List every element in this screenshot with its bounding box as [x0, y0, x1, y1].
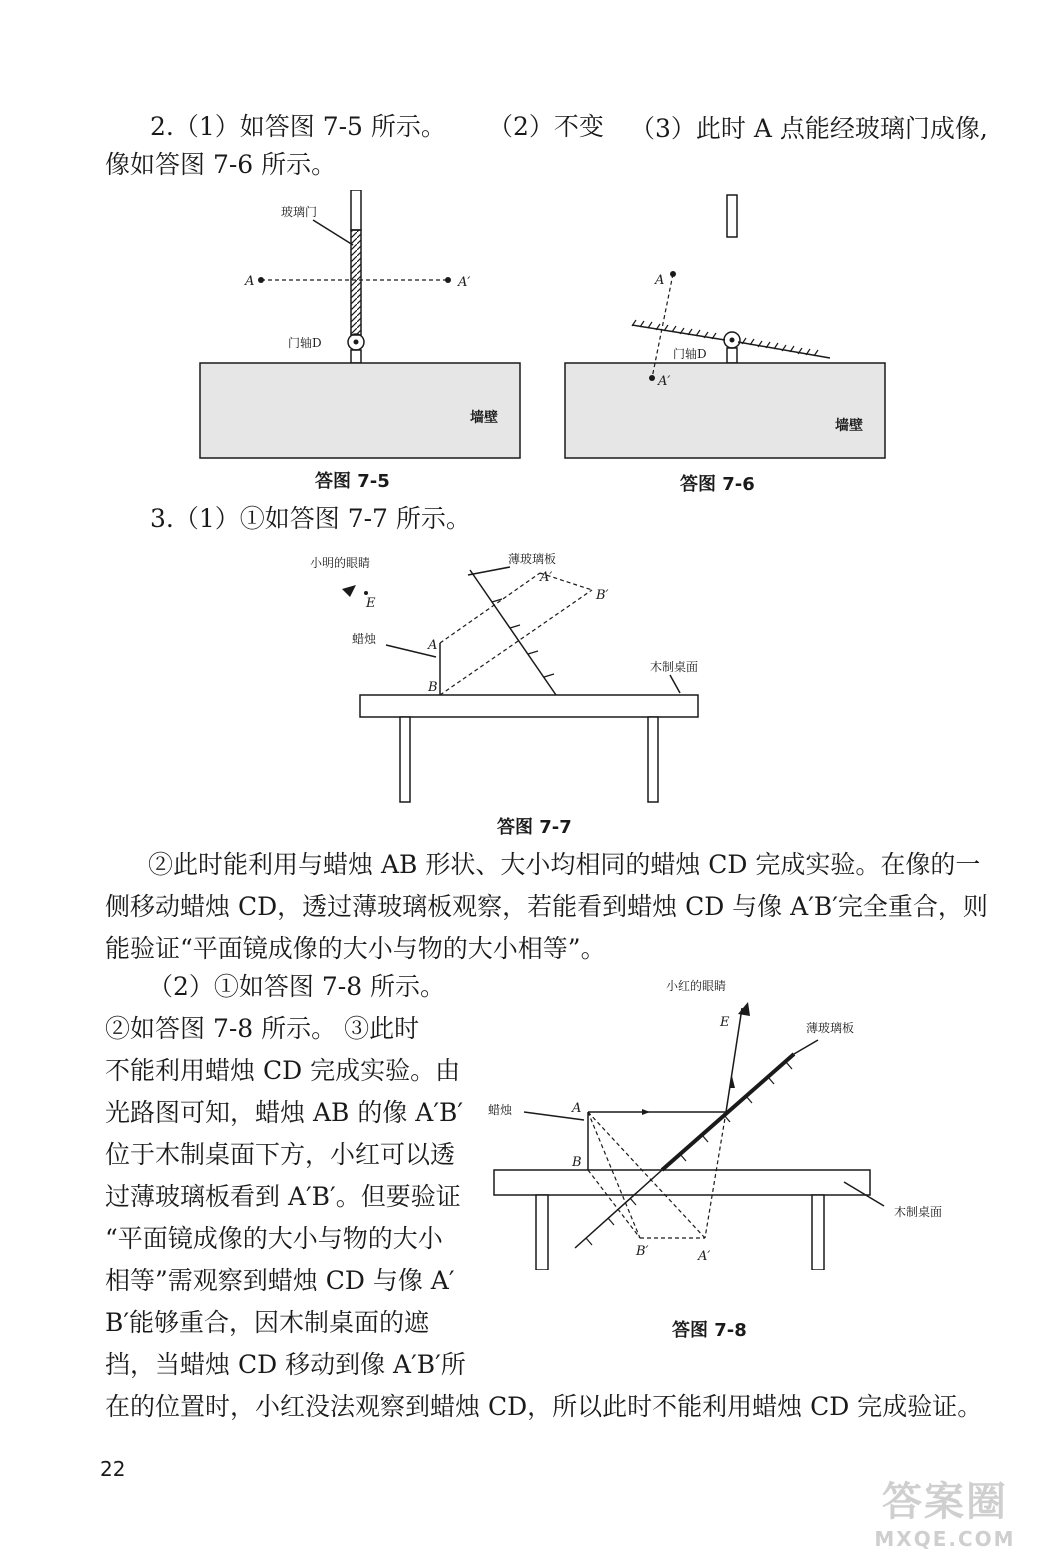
figure-7-6	[560, 190, 890, 485]
para3-line-9: B′能够重合，因木制桌面的遮	[105, 1308, 430, 1337]
para2-line2: 侧移动蜡烛 CD，透过薄玻璃板观察，若能看到蜡烛 CD 与像 A′B′完全重合，则	[105, 892, 988, 921]
label-A: A	[245, 274, 255, 289]
label-A-prime: A′	[458, 275, 471, 290]
caption-fig-7-8: 答图 7-8	[672, 1320, 747, 1341]
section2-line1-part2: （2）不变	[488, 112, 604, 141]
label-B: B	[428, 680, 438, 695]
label-door-axis: 门轴D	[288, 336, 322, 350]
label-wall: 墙壁	[835, 418, 863, 434]
para3-line-4: 光路图可知，蜡烛 AB 的像 A′B′	[105, 1098, 464, 1127]
eye-icon	[738, 1002, 750, 1016]
label-B-prime: B′	[636, 1244, 649, 1259]
label-A-prime: A′	[658, 374, 671, 389]
caption-fig-7-6: 答图 7-6	[680, 474, 755, 495]
wall	[565, 363, 885, 458]
para3-line-5: 位于木制桌面下方，小红可以透	[105, 1140, 456, 1169]
door-top-frame	[727, 195, 737, 237]
label-E: E	[366, 596, 376, 611]
label-E: E	[720, 1015, 730, 1030]
label-wall: 墙壁	[470, 410, 498, 426]
table-leg-left	[400, 717, 410, 802]
label-A-prime: A′	[540, 570, 553, 585]
para3-line-3: 不能利用蜡烛 CD 完成实验。由	[105, 1056, 461, 1085]
para3-line-2: ②如答图 7-8 所示。 ③此时	[105, 1014, 420, 1043]
table-leg-right	[648, 717, 658, 802]
caption-fig-7-7: 答图 7-7	[497, 817, 572, 838]
glass-door	[351, 230, 361, 335]
figure-7-7	[300, 545, 710, 805]
section3-line1: 3.（1）①如答图 7-7 所示。	[150, 504, 471, 533]
para3-line-10: 挡，当蜡烛 CD 移动到像 A′B′所	[105, 1350, 466, 1379]
label-glass-plate: 薄玻璃板	[806, 1021, 855, 1035]
table-leg-left	[536, 1195, 548, 1270]
table-top	[494, 1170, 870, 1195]
glass-right-part	[738, 342, 830, 358]
label-glass-plate: 薄玻璃板	[508, 552, 557, 566]
label-door-axis: 门轴D	[673, 347, 707, 361]
para3-line-6: 过薄玻璃板看到 A′B′。但要验证	[105, 1182, 461, 1211]
page-number: 22	[100, 1457, 126, 1481]
label-table: 木制桌面	[894, 1205, 943, 1219]
eye-icon	[342, 585, 356, 597]
para3-last-line: 在的位置时，小红没法观察到蜡烛 CD，所以此时不能利用蜡烛 CD 完成验证。	[105, 1392, 983, 1421]
thin-glass-plate	[470, 570, 556, 695]
figure-7-8	[480, 970, 1020, 1270]
label-B-prime: B′	[596, 588, 609, 603]
label-A: A	[428, 638, 438, 653]
watermark-logo	[860, 1470, 1030, 1551]
section2-line2: 像如答图 7-6 所示。	[105, 150, 337, 179]
para3-line-7: “平面镜成像的大小与物的大小	[105, 1224, 443, 1253]
label-candle: 蜡烛	[488, 1103, 513, 1117]
label-B: B	[572, 1155, 582, 1170]
label-A-prime: A′	[698, 1249, 711, 1264]
door-top-frame	[351, 190, 361, 230]
label-A: A	[572, 1101, 582, 1116]
para2-line1: ②此时能利用与蜡烛 AB 形状、大小均相同的蜡烛 CD 完成实验。在像的一	[148, 850, 981, 879]
label-A: A	[655, 273, 665, 288]
label-eye: 小红的眼睛	[666, 979, 727, 993]
para3-line-8: 相等”需观察到蜡烛 CD 与像 A′	[105, 1266, 455, 1295]
table-top	[360, 695, 698, 717]
section2-line1-part3: （3）此时 A 点能经玻璃门成像,	[630, 114, 988, 143]
para2-line3: 能验证“平面镜成像的大小与物的大小相等”。	[105, 934, 606, 963]
figure-7-5	[195, 190, 525, 485]
watermark-bottom: MXQE.COM	[874, 1527, 1016, 1551]
section2-line1-part1: 2.（1）如答图 7-5 所示。	[150, 112, 446, 141]
label-glass-door: 玻璃门	[281, 205, 318, 219]
label-table: 木制桌面	[650, 660, 699, 674]
glass-left-part	[632, 325, 725, 340]
caption-fig-7-5: 答图 7-5	[315, 471, 390, 492]
label-eye: 小明的眼睛	[310, 556, 371, 570]
para3-line-1: （2）①如答图 7-8 所示。	[148, 972, 446, 1001]
table-leg-right	[812, 1195, 824, 1270]
label-candle: 蜡烛	[352, 632, 377, 646]
watermark-top: 答案圈	[882, 1479, 1008, 1525]
